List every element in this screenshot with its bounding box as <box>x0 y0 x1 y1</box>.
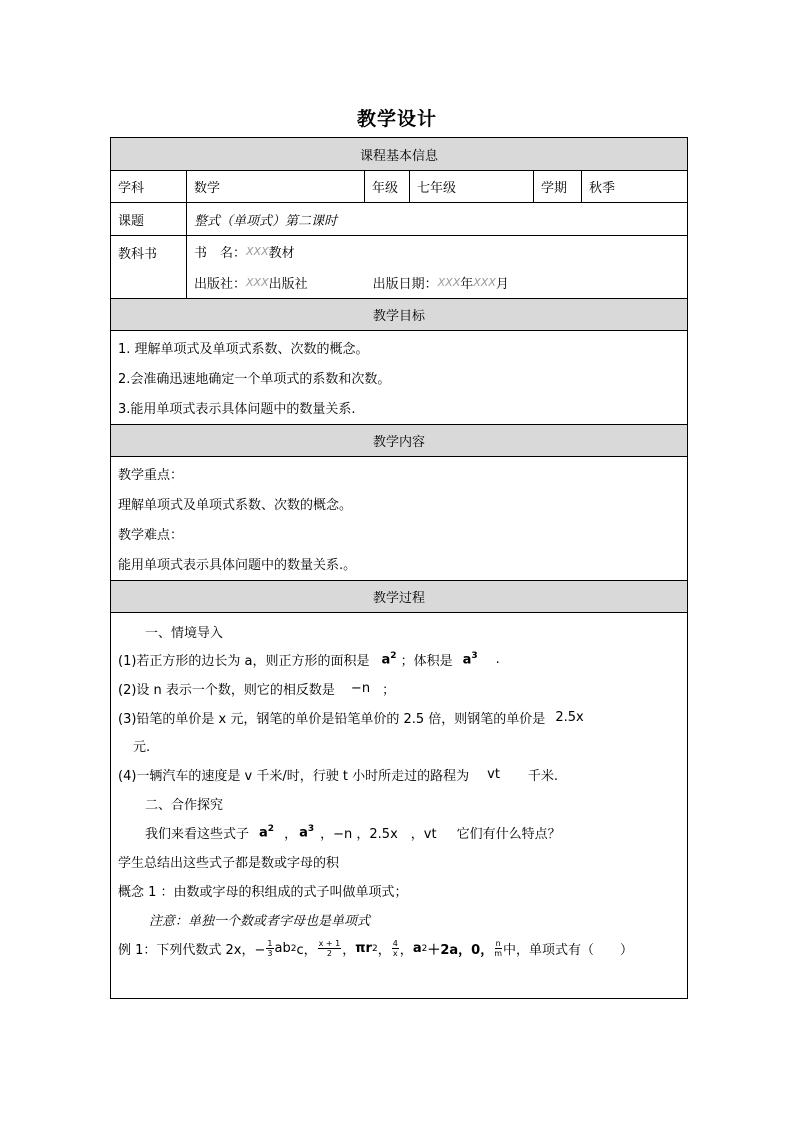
topic-value: 整式（单项式）第二课时 <box>194 213 338 229</box>
answer-2-5x: 2.5x <box>555 710 584 725</box>
content-block <box>111 457 687 580</box>
term-value: 秋季 <box>589 181 616 196</box>
grade-value: 七年级 <box>410 171 534 202</box>
key-point-text: 理解单项式及单项式系数、次数的概念。 <box>118 498 353 514</box>
book-name-placeholder: XXX <box>246 245 269 258</box>
question-3: (3)铅笔的单价是 x 元，钢笔的单价是铅笔单价的 2.5 倍，则钢笔的单价是 2.5x <box>118 710 584 727</box>
objective-item: 1. 理解单项式及单项式系数、次数的概念。 <box>118 342 369 358</box>
section-header-basic-info: 课程基本信息 <box>111 138 687 171</box>
topic-label: 课题 <box>111 203 187 235</box>
book-name-line: 书 名： XXX 教材 <box>194 245 295 261</box>
concept-1: 概念 1 ：由数或字母的积组成的式子叫做单项式； <box>118 885 408 900</box>
subject-value: 数学 <box>187 171 365 202</box>
textbook-label: 教科书 <box>111 236 187 298</box>
answer-a-squared: $a^2$ <box>381 651 397 668</box>
objectives-list <box>111 331 390 424</box>
grade-label: 年级 <box>365 171 410 202</box>
question-2: (2)设 n 表示一个数，则它的相反数是 −n ； <box>118 681 396 698</box>
section-header-process: 教学过程 <box>111 581 687 613</box>
lesson-table <box>110 137 688 999</box>
textbook-row <box>111 236 687 299</box>
term-label: 学期 <box>534 171 582 202</box>
fraction-one-third: $\frac{1}{3}$ <box>267 939 273 958</box>
explore-question: 我们来看这些式子 $a^2$ ， $a^3$ ，−n ，2.5x ，vt 它们有什么特点？ <box>145 824 561 842</box>
process-row <box>111 613 687 998</box>
publisher-line: 出版社： XXX 出版社 出版日期： XXX 年 XXX 月 <box>194 273 509 292</box>
process-block: 一、情境导入 (1)若正方形的边长为 a，则正方形的面积是 $a^2$ ；体积是 $a^3$ . (2)设 n 表示一个数，则它的相反数是 −n ； (3)铅笔的单价是 x 元，钢笔的单价是铅笔单价的 2.5 倍，则钢笔的单价是 2.5x 元. (4)一辆汽车的速度是 v 千米/时，行驶 t 小时所走过的路程为 vt 千米. 二、合作探究 我们来看这些式子 $a^2$ ， $a^3$ ，−n ，2.5x ，vt 它们有什么特点？ 学生总结出这些式子都是数或字母的积 概念 1 ：由数或字母的积组成的式子叫做单项式； 注意：单独一个数或者字母也是单项式 例 1：下列代数式 2x，− $\frac{1}{3}$ ab 2 c， $\frac{x + 1}{2}$ ， πr 2 ， $\frac{4}{x}$ ， a 2 ＋2a，0， $\frac{n}{m}$ 中，单项式有（ ） <box>111 613 687 998</box>
textbook-details <box>187 236 687 298</box>
example-1: 例 1：下列代数式 2x，− $\frac{1}{3}$ ab 2 c， $\frac{x + 1}{2}$ ， πr 2 ， $\frac{4}{x}$ ， a 2 ＋2a，0， $\frac{n}{m}$ 中，单项式有（ ） <box>118 939 634 958</box>
objective-item: 3.能用单项式表示具体问题中的数量关系. <box>118 401 356 417</box>
content-row <box>111 457 687 581</box>
fraction-n-over-m: $\frac{n}{m}$ <box>494 939 502 958</box>
section-header-objectives: 教学目标 <box>111 299 687 331</box>
page-title: 教学设计 <box>356 108 437 130</box>
objectives-row <box>111 331 687 425</box>
fraction-4-over-x: $\frac{4}{x}$ <box>392 939 398 958</box>
answer-negative-n: −n <box>350 681 371 696</box>
publisher-placeholder: XXX <box>246 276 269 289</box>
question-1: (1)若正方形的边长为 a，则正方形的面积是 $a^2$ ；体积是 $a^3$ . <box>118 651 500 669</box>
difficulty-label: 教学难点： <box>118 527 184 543</box>
info-row <box>111 171 687 203</box>
note-text: 注意：单独一个数或者字母也是单项式 <box>149 914 371 929</box>
answer-a-cubed: $a^3$ <box>462 651 478 668</box>
difficulty-text: 能用单项式表示具体问题中的数量关系.。 <box>118 557 357 573</box>
key-point-label: 教学重点： <box>118 468 184 484</box>
intro-heading: 一、情境导入 <box>145 626 224 641</box>
objective-item: 2.会准确迅速地确定一个单项式的系数和次数。 <box>118 371 391 387</box>
section-header-content: 教学内容 <box>111 425 687 457</box>
subject-label: 学科 <box>111 171 187 202</box>
question-4: (4)一辆汽车的速度是 v 千米/时，行驶 t 小时所走过的路程为 vt 千米. <box>118 767 559 784</box>
student-summary: 学生总结出这些式子都是数或字母的积 <box>118 856 340 871</box>
explore-heading: 二、合作探究 <box>145 798 224 813</box>
answer-vt: vt <box>487 767 500 782</box>
fraction-x-plus-1-over-2: $\frac{x + 1}{2}$ <box>318 939 341 958</box>
topic-row <box>111 203 687 236</box>
pubdate-label: 出版日期： <box>372 277 438 292</box>
